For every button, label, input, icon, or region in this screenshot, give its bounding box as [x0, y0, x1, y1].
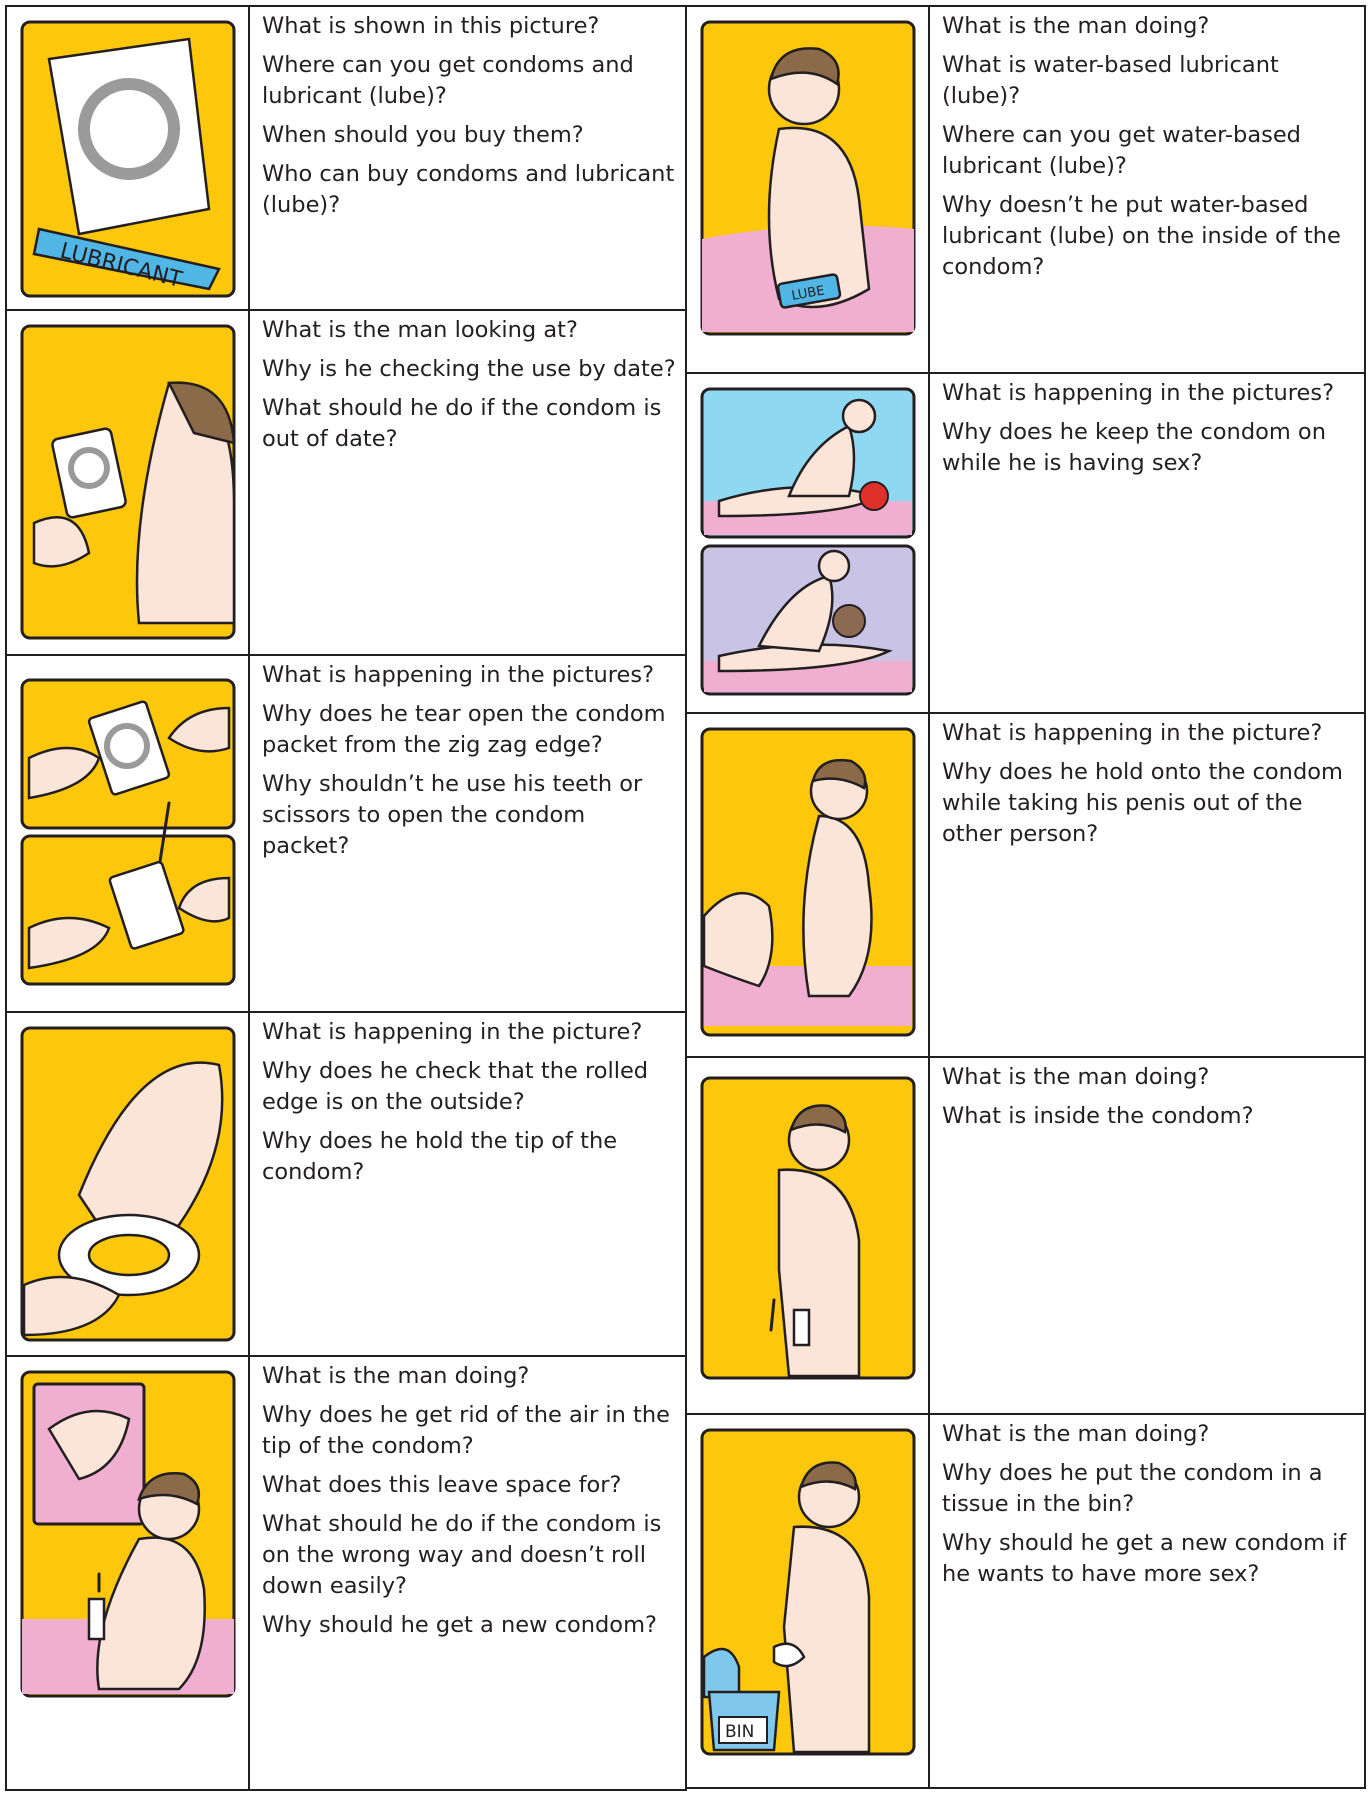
- question: Why does he check that the rolled edge is on the outside?: [262, 1058, 649, 1115]
- opening-packet-picture: [19, 668, 237, 998]
- question: Why does he hold onto the condom while taking his penis out of the other person?: [942, 759, 1343, 847]
- right-column: [685, 5, 1366, 1789]
- withdrawal-picture: [699, 726, 917, 1044]
- question: Where can you get water-based lubricant (lube)?: [942, 122, 1301, 179]
- question: What is the man doing?: [942, 1064, 1210, 1090]
- card-water-based-lube: [687, 7, 1364, 374]
- question: What should he do if the condom is out of date?: [262, 395, 662, 452]
- questions-list: [250, 1013, 687, 1355]
- card-condoms-lube: [7, 7, 687, 311]
- question: What should he do if the condom is on the wrong way and doesn’t roll down easily?: [262, 1511, 662, 1599]
- bin-label: BIN: [725, 1722, 755, 1742]
- questions-list: [930, 714, 1364, 1056]
- illustration-rolled-edge: [7, 1013, 250, 1355]
- question: Why does he hold the tip of the condom?: [262, 1128, 618, 1185]
- question: What is happening in the pictures?: [262, 662, 655, 688]
- condom-lube-picture: [19, 19, 237, 299]
- questions-list: [930, 7, 1364, 372]
- card-withdrawal: [687, 714, 1364, 1058]
- card-opening-packet: [7, 656, 687, 1013]
- question: Why does he get rid of the air in the tip of the condom?: [262, 1402, 670, 1459]
- question: Why shouldn’t he use his teeth or scissors to open the condom packet?: [262, 771, 643, 859]
- card-putting-on: [7, 1357, 687, 1789]
- question: What is happening in the picture?: [262, 1019, 643, 1045]
- question: What is the man doing?: [942, 13, 1210, 39]
- lube-label: LUBE: [790, 283, 826, 304]
- question: What is the man doing?: [262, 1363, 530, 1389]
- having-sex-picture: [699, 386, 917, 704]
- questions-list: [250, 7, 687, 309]
- left-column: [5, 5, 687, 1791]
- question: What is shown in this picture?: [262, 13, 600, 39]
- card-rolled-edge: [7, 1013, 687, 1357]
- questions-list: [930, 1058, 1364, 1413]
- question: What is the man doing?: [942, 1421, 1210, 1447]
- question: What is happening in the picture?: [942, 720, 1323, 746]
- question: What is water-based lubricant (lube)?: [942, 52, 1279, 109]
- illustration-condom-and-lube: [7, 7, 250, 309]
- questions-list: [250, 656, 687, 1011]
- illustration-having-sex: [687, 374, 930, 712]
- questions-list: [250, 311, 687, 654]
- question: What is the man looking at?: [262, 317, 578, 343]
- card-condom-contents: [687, 1058, 1364, 1415]
- rolled-edge-picture: [19, 1025, 237, 1343]
- question: Who can buy condoms and lubricant (lube)?: [262, 161, 675, 218]
- questions-list: [930, 1415, 1364, 1787]
- question: Why does he keep the condom on while he is having sex?: [942, 419, 1326, 476]
- question: Why should he get a new condom if he wants to have more sex?: [942, 1530, 1347, 1587]
- question: What does this leave space for?: [262, 1472, 622, 1498]
- checking-date-picture: [19, 323, 237, 641]
- putting-on-picture: [19, 1369, 237, 1699]
- question: Why doesn’t he put water-based lubricant (lube) on the inside of the condom?: [942, 192, 1341, 280]
- illustration-checking-date: [7, 311, 250, 654]
- question: What is inside the condom?: [942, 1103, 1254, 1129]
- question: Where can you get condoms and lubricant (lube)?: [262, 52, 634, 109]
- question: What is happening in the pictures?: [942, 380, 1335, 406]
- question: Why is he checking the use by date?: [262, 356, 676, 382]
- standing-man-picture: [699, 1070, 917, 1388]
- disposal-picture: [699, 1427, 917, 1757]
- question: When should you buy them?: [262, 122, 584, 148]
- illustration-disposal: [687, 1415, 930, 1787]
- illustration-standing-man: [687, 1058, 930, 1413]
- questions-list: [930, 374, 1364, 712]
- card-having-sex: [687, 374, 1364, 714]
- card-use-by-date: [7, 311, 687, 656]
- card-disposal: [687, 1415, 1364, 1787]
- questions-list: [250, 1357, 687, 1789]
- illustration-withdrawal: [687, 714, 930, 1056]
- question: Why does he put the condom in a tissue in the bin?: [942, 1460, 1323, 1517]
- applying-lube-picture: [699, 19, 917, 337]
- illustration-putting-on: [7, 1357, 250, 1789]
- lubricant-label: LUBRICANT: [57, 238, 185, 293]
- illustration-opening-packet: [7, 656, 250, 1011]
- question: Why does he tear open the condom packet from the zig zag edge?: [262, 701, 666, 758]
- question: Why should he get a new condom?: [262, 1612, 657, 1638]
- illustration-applying-lube: [687, 7, 930, 372]
